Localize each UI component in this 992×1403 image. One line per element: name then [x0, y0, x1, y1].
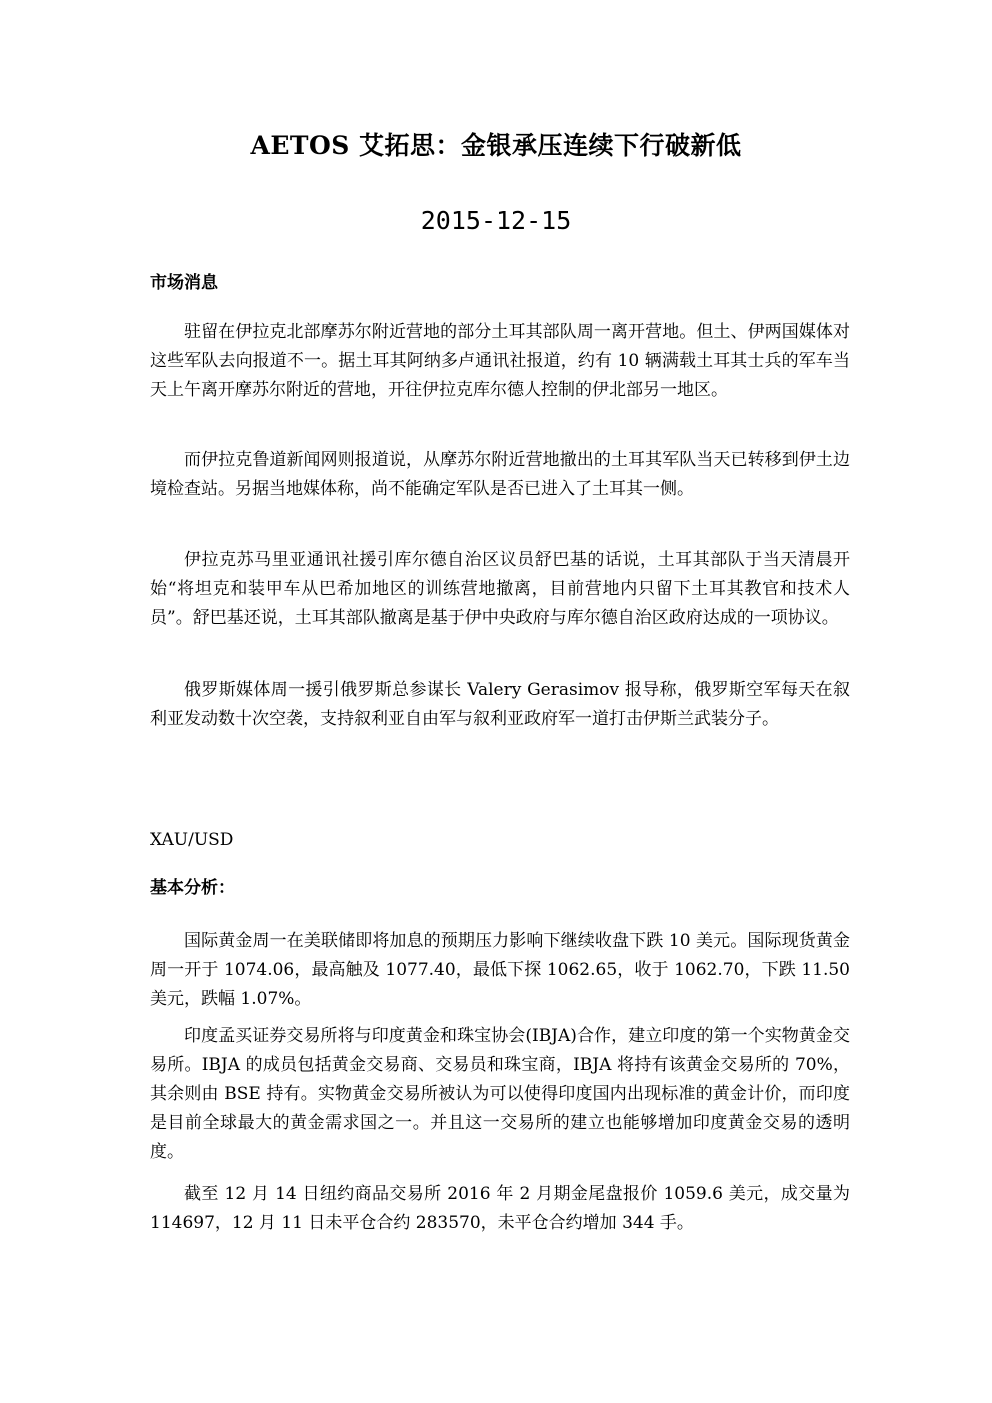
paragraph: 截至 12 月 14 日纽约商品交易所 2016 年 2 月期金尾盘报价 1059.6 美元，成交量为 114697，12 月 11 日未平仓合约 283570，未平仓合约增加 344 手。: [150, 1184, 850, 1233]
market-news-heading: 市场消息: [150, 273, 218, 293]
market-news-paragraph-4: [150, 676, 850, 734]
paragraph: 驻留在伊拉克北部摩苏尔附近营地的部分土耳其部队周一离开营地。但土、伊两国媒体对这些军队去向报道不一。据土耳其阿纳多卢通讯社报道，约有 10 辆满载土耳其士兵的军车当天上午离开摩苏尔附近的营地，开往伊拉克库尔德人控制的伊北部另一地区。: [150, 322, 850, 400]
paragraph: 伊拉克苏马里亚通讯社援引库尔德自治区议员舒巴基的话说，土耳其部队于当天清晨开始“将坦克和装甲车从巴希加地区的训练营地撤离，目前营地内只留下土耳其教官和技术人员”。舒巴基还说，土耳其部队撤离是基于伊中央政府与库尔德自治区政府达成的一项协议。: [150, 550, 850, 628]
xau-symbol-block: [150, 827, 850, 853]
xau-paragraph-3: [150, 1180, 850, 1238]
xau-symbol: XAU/USD: [150, 830, 234, 850]
paragraph: 印度孟买证券交易所将与印度黄金和珠宝协会(IBJA)合作，建立印度的第一个实物黄金交易所。IBJA 的成员包括黄金交易商、交易员和珠宝商，IBJA 将持有该黄金交易所的 70%，其余则由 BSE 持有。实物黄金交易所被认为可以使得印度国内出现标准的黄金计价，而印度是目前全球最大的黄金需求国之一。并且这一交易所的建立也能够增加印度黄金交易的透明度。: [150, 1026, 850, 1162]
market-news-paragraph-2: [150, 446, 850, 504]
xau-paragraph-1: [150, 927, 850, 1014]
market-news-section: [150, 270, 850, 296]
document-date: 2015-12-15: [420, 206, 572, 235]
xau-paragraph-2: [150, 1022, 850, 1167]
xau-analysis-heading-block: [150, 875, 850, 901]
market-news-paragraph-3: [150, 546, 850, 633]
document-title: AETOS 艾拓思：金银承压连续下行破新低: [250, 131, 742, 160]
paragraph: 而伊拉克鲁道新闻网则报道说，从摩苏尔附近营地撤出的土耳其军队当天已转移到伊土边境检查站。另据当地媒体称，尚不能确定军队是否已进入了土耳其一侧。: [150, 450, 850, 499]
paragraph: 俄罗斯媒体周一援引俄罗斯总参谋长 Valery Gerasimov 报导称，俄罗斯空军每天在叙利亚发动数十次空袭，支持叙利亚自由军与叙利亚政府军一道打击伊斯兰武装分子。: [150, 680, 850, 729]
paragraph: 国际黄金周一在美联储即将加息的预期压力影响下继续收盘下跌 10 美元。国际现货黄金周一开于 1074.06，最高触及 1077.40，最低下探 1062.65，收于 1062.70，下跌 11.50 美元，跌幅 1.07%。: [150, 931, 850, 1009]
market-news-paragraph-1: [150, 318, 850, 405]
xau-analysis-heading: 基本分析：: [150, 878, 235, 898]
